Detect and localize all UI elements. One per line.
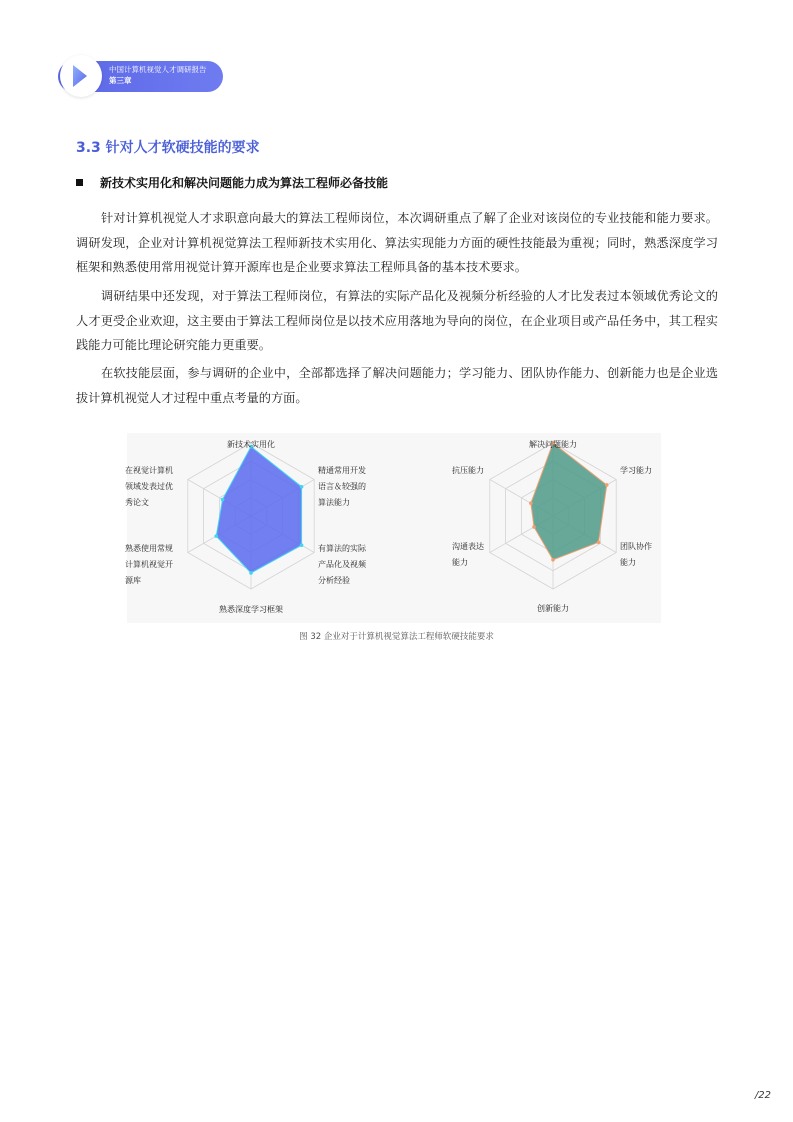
radar-point xyxy=(249,571,253,575)
radar-series-area xyxy=(216,447,301,573)
radar-axis-label: 沟通表达能力 xyxy=(452,542,484,567)
radar-point xyxy=(214,534,218,538)
radar-point xyxy=(605,483,609,487)
radar-axis-label: 解决问题能力 xyxy=(529,440,577,449)
radar-point xyxy=(529,501,533,505)
radar-series-area xyxy=(531,443,607,560)
radar-chart-figure xyxy=(127,433,661,623)
figure-caption: 图 32 企业对于计算机视觉算法工程师软硬技能要求 xyxy=(299,632,494,642)
report-title: 中国计算机视觉人才调研报告 xyxy=(109,65,207,74)
bullet-heading-text: 新技术实用化和解决问题能力成为算法工程师必备技能 xyxy=(100,176,389,190)
radar-axis-label: 抗压能力 xyxy=(452,466,484,475)
radar-point xyxy=(300,485,304,489)
radar-axis-label: 精通常用开发语言＆较强的算法能力 xyxy=(318,466,366,507)
radar-axis-label: 熟悉使用常规计算机视觉开源库 xyxy=(125,544,173,585)
radar-charts xyxy=(127,433,661,623)
radar-point xyxy=(532,525,536,529)
paragraph: 在软技能层面，参与调研的企业中，全部都选择了解决问题能力；学习能力、团队协作能力、创新能力也是企业选拔计算机视觉人才过程中重点考量的方面。 xyxy=(76,366,718,405)
radar-axis-label: 新技术实用化 xyxy=(227,440,275,449)
radar-axis-label: 学习能力 xyxy=(620,466,652,475)
section-title: 3.3 针对人才软硬技能的要求 xyxy=(76,140,260,156)
header-text xyxy=(109,64,207,86)
bullet-heading xyxy=(76,174,388,191)
radar-point xyxy=(300,543,304,547)
square-bullet-icon xyxy=(76,179,83,186)
radar-axis-label: 有算法的实际产品化及视频分析经验 xyxy=(318,544,366,585)
paragraph: 调研结果中还发现，对于算法工程师岗位，有算法的实际产品化及视频分析经验的人才比发表过本领域优秀论文的人才更受企业欢迎，这主要由于算法工程师岗位是以技术应用落地为导向的岗位，在企业项目或产品任务中，其工程实践能力可能比理论研究能力更重要。 xyxy=(76,289,718,352)
radar-point xyxy=(551,558,555,562)
radar-axis-label: 熟悉深度学习框架 xyxy=(219,605,283,614)
chapter-label: 第三章 xyxy=(109,76,132,85)
radar-point xyxy=(597,540,601,544)
radar-axis-label: 在视觉计算机领域发表过优秀论文 xyxy=(125,466,173,507)
chapter-arrow-icon xyxy=(60,55,102,97)
radar-axis-label: 创新能力 xyxy=(537,604,569,613)
radar-point xyxy=(221,498,225,502)
page-number: /22 xyxy=(754,1090,771,1101)
paragraph: 针对计算机视觉人才求职意向最大的算法工程师岗位，本次调研重点了解了企业对该岗位的专业技能和能力要求。调研发现，企业对计算机视觉算法工程师新技术实用化、算法实现能力方面的硬性技能最为重视；同时，熟悉深度学习框架和熟悉使用常用视觉计算开源库也是企业要求算法工程师具备的基本技术要求。 xyxy=(76,211,718,274)
radar-axis-label: 团队协作能力 xyxy=(620,542,652,567)
